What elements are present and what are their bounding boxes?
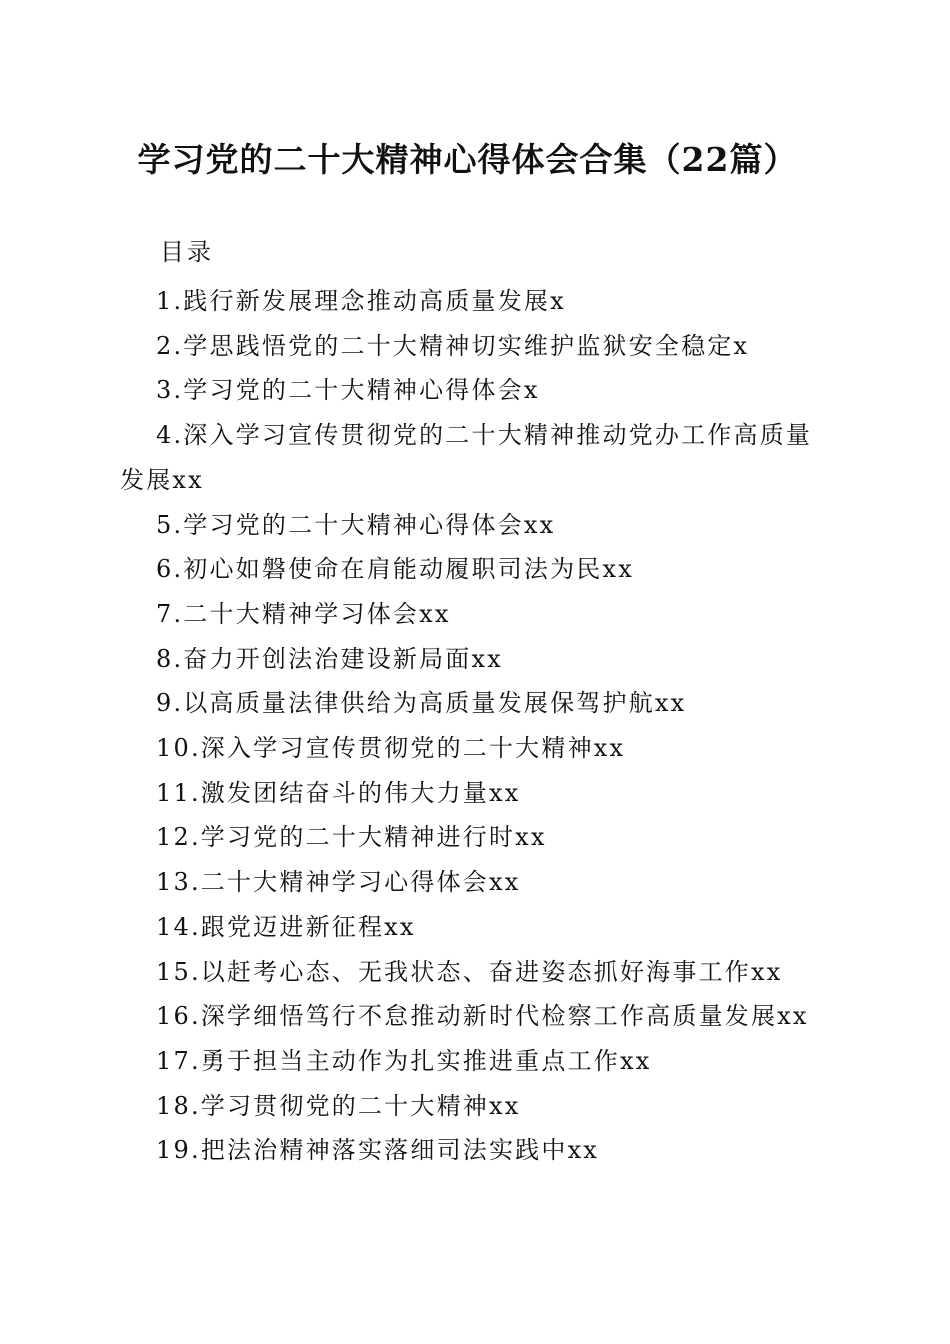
toc-item: 2.学思践悟党的二十大精神切实维护监狱安全稳定x xyxy=(156,331,750,360)
document-title: 学习党的二十大精神心得体会合集（22篇） xyxy=(137,140,798,179)
toc-item: 19.把法治精神落实落细司法实践中xx xyxy=(156,1136,600,1165)
toc-item: 14.跟党迈进新征程xx xyxy=(156,912,416,941)
toc-item: 10.深入学习宣传贯彻党的二十大精神xx xyxy=(156,734,626,763)
toc-item: 16.深学细悟笃行不怠推动新时代检察工作高质量发展xx xyxy=(156,1002,809,1031)
toc-item: 3.学习党的二十大精神心得体会x xyxy=(156,376,540,405)
toc-item: 5.学习党的二十大精神心得体会xx xyxy=(156,510,556,539)
toc-item: 15.以赶考心态、无我状态、奋进姿态抓好海事工作xx xyxy=(156,957,783,986)
toc-item: 12.学习党的二十大精神进行时xx xyxy=(156,823,547,852)
toc-item: 13.二十大精神学习心得体会xx xyxy=(156,868,521,897)
toc-heading: 目录 xyxy=(160,238,214,266)
toc-item: 9.以高质量法律供给为高质量发展保驾护航xx xyxy=(156,689,687,718)
toc-item: 17.勇于担当主动作为扎实推进重点工作xx xyxy=(156,1046,652,1075)
toc-item: 1.践行新发展理念推动高质量发展x xyxy=(156,287,566,315)
toc-item: 7.二十大精神学习体会xx xyxy=(156,599,451,628)
toc-item: 18.学习贯彻党的二十大精神xx xyxy=(156,1091,521,1120)
toc-item: 6.初心如磐使命在肩能动履职司法为民xx xyxy=(156,555,634,584)
table-of-contents xyxy=(120,279,830,1173)
toc-item: 8.奋力开创法治建设新局面xx xyxy=(156,644,503,673)
toc-item: 4.深入学习宣传贯彻党的二十大精神推动党办工作高质量发展xx xyxy=(120,421,813,494)
toc-item: 11.激发团结奋斗的伟大力量xx xyxy=(156,778,521,807)
